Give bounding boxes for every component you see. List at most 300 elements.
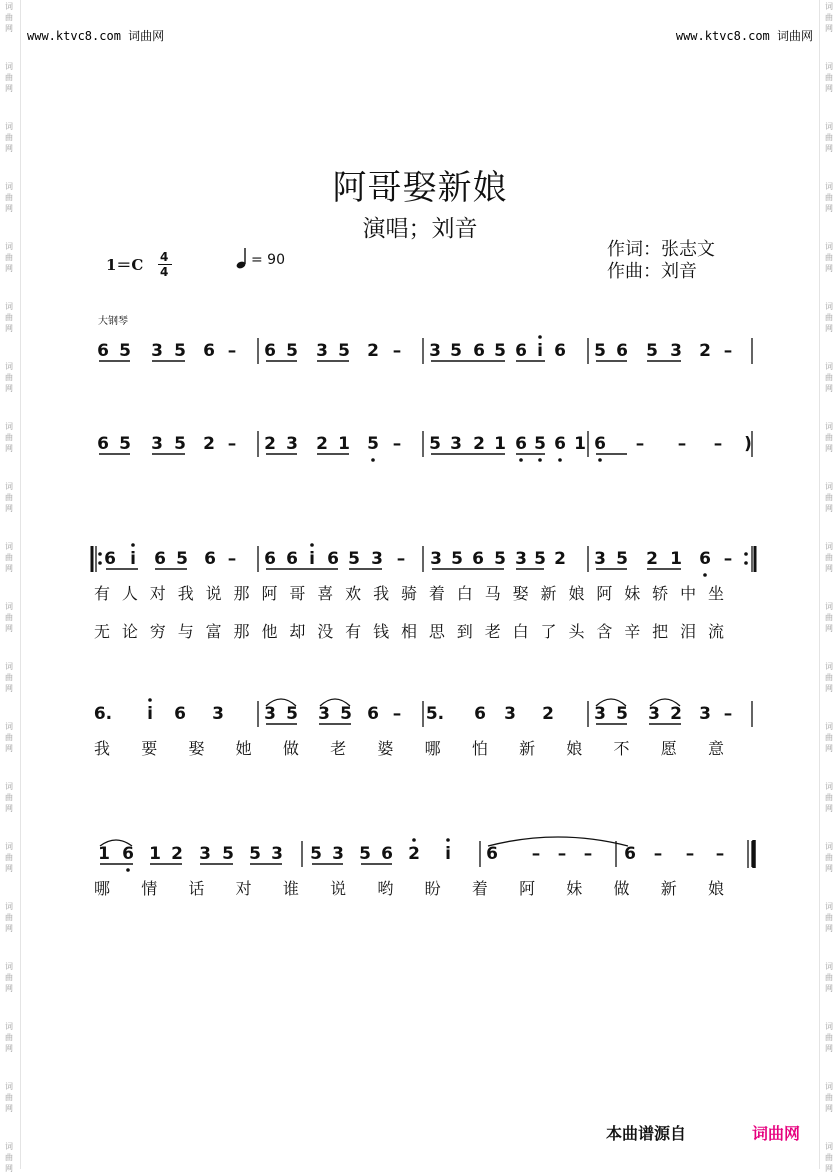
jianpu-note: 5 xyxy=(348,549,360,569)
watermark-glyph: 网 xyxy=(5,744,13,753)
lyric-char: 却 xyxy=(289,622,306,641)
lyric-char: 与 xyxy=(177,622,194,641)
watermark-glyph: 词 xyxy=(5,662,13,671)
watermark-glyph: 词 xyxy=(5,722,13,731)
lyric-char: 新 xyxy=(660,879,677,898)
lyric-char: 对 xyxy=(149,584,166,603)
song-title: 阿哥娶新娘 xyxy=(332,168,508,208)
watermark-glyph: 曲 xyxy=(5,673,13,682)
watermark-glyph: 曲 xyxy=(825,1033,833,1042)
watermark-glyph: 曲 xyxy=(825,193,833,202)
time-signature-bottom: 4 xyxy=(160,265,169,279)
octave-dot-above xyxy=(446,838,450,842)
jianpu-note: 5 xyxy=(616,704,628,724)
header-site-right[interactable]: www.ktvc8.com 词曲网 xyxy=(675,29,813,43)
jianpu-note: 5 xyxy=(534,434,546,454)
watermark-glyph: 网 xyxy=(825,384,833,393)
jianpu-note: 3 xyxy=(515,549,527,569)
watermark-glyph: 词 xyxy=(5,482,13,491)
jianpu-note: 6 xyxy=(264,341,276,361)
jianpu-note: – xyxy=(583,844,593,864)
jianpu-note: 2 xyxy=(171,844,183,864)
octave-dot-below xyxy=(558,458,562,462)
lyric-char: 哪 xyxy=(424,739,441,758)
lyric-char: 有 xyxy=(93,584,111,603)
jianpu-note: 3 xyxy=(318,704,330,724)
watermark-glyph: 曲 xyxy=(5,13,13,22)
watermark-glyph: 网 xyxy=(5,984,13,993)
watermark-glyph: 曲 xyxy=(825,493,833,502)
jianpu-note: 5 xyxy=(340,704,352,724)
lyric-char: 流 xyxy=(707,622,725,641)
watermark-glyph: 网 xyxy=(5,1104,13,1113)
repeat-dot xyxy=(744,552,748,556)
lyric-char: 说 xyxy=(205,584,222,603)
lyric-char: 娶 xyxy=(188,739,205,758)
jianpu-note: 6 xyxy=(699,549,711,569)
watermark-glyph: 词 xyxy=(825,1082,833,1091)
watermark-glyph: 词 xyxy=(825,542,833,551)
lyric-char: 白 xyxy=(456,584,473,603)
watermark-glyph: 词 xyxy=(825,962,833,971)
lyricist-credit: 作词：张志文 xyxy=(607,239,715,260)
watermark-glyph: 词 xyxy=(5,542,13,551)
lyric-char: 泪 xyxy=(680,622,697,641)
lyric-char: 中 xyxy=(680,584,697,603)
watermark-glyph: 网 xyxy=(5,444,13,453)
watermark-glyph: 词 xyxy=(5,242,13,251)
jianpu-note: – xyxy=(557,844,567,864)
watermark-glyph: 网 xyxy=(5,264,13,273)
key-signature: 1＝C xyxy=(106,256,144,274)
jianpu-note: – xyxy=(227,549,237,569)
jianpu-note: – xyxy=(396,549,406,569)
watermark-glyph: 网 xyxy=(5,324,13,333)
lyric-char: 穷 xyxy=(149,622,166,641)
watermark-glyph: 网 xyxy=(5,684,13,693)
jianpu-note: 6 xyxy=(624,844,636,864)
watermark-glyph: 曲 xyxy=(825,553,833,562)
watermark-glyph: 网 xyxy=(825,1044,833,1053)
watermark-glyph: 曲 xyxy=(5,73,13,82)
watermark-glyph: 网 xyxy=(825,744,833,753)
repeat-dot xyxy=(98,552,102,556)
jianpu-note: 6 xyxy=(616,341,628,361)
watermark-glyph: 曲 xyxy=(825,73,833,82)
instrument-label: 大钢琴 xyxy=(98,316,128,327)
watermark-glyph: 词 xyxy=(825,362,833,371)
jianpu-note: 6 xyxy=(97,341,109,361)
lyric-char: 妹 xyxy=(624,584,641,603)
jianpu-note: 5. xyxy=(425,704,445,724)
jianpu-note: 2 xyxy=(554,549,566,569)
octave-dot-above xyxy=(412,838,416,842)
jianpu-note: 1 xyxy=(149,844,161,864)
lyric-char: 盼 xyxy=(424,879,441,898)
jianpu-note: 5 xyxy=(450,341,462,361)
watermark-glyph: 词 xyxy=(825,782,833,791)
jianpu-note: 1 xyxy=(574,434,586,454)
lyric-char: 没 xyxy=(317,622,334,641)
lyric-char: 着 xyxy=(471,879,488,898)
jianpu-note: 5 xyxy=(494,549,506,569)
watermark-glyph: 曲 xyxy=(825,1153,833,1162)
octave-dot-above xyxy=(131,543,135,547)
watermark-glyph: 曲 xyxy=(5,1153,13,1162)
watermark-glyph: 词 xyxy=(825,602,833,611)
lyric-char: 轿 xyxy=(652,584,669,603)
jianpu-note: 3 xyxy=(264,704,276,724)
jianpu-note: 6 xyxy=(472,549,484,569)
lyric-char: 富 xyxy=(205,622,222,641)
jianpu-note: 6 xyxy=(203,341,215,361)
lyric-char: 老 xyxy=(330,739,347,758)
jianpu-note: 2 xyxy=(542,704,554,724)
watermark-glyph: 曲 xyxy=(825,673,833,682)
lyric-char: 娘 xyxy=(707,879,725,898)
watermark-glyph: 网 xyxy=(825,804,833,813)
jianpu-note: 3 xyxy=(450,434,462,454)
jianpu-note: 5 xyxy=(119,434,131,454)
watermark-glyph: 网 xyxy=(5,24,13,33)
jianpu-note: ) xyxy=(744,434,752,454)
watermark-glyph: 曲 xyxy=(5,913,13,922)
watermark-glyph: 曲 xyxy=(5,853,13,862)
watermark-glyph: 词 xyxy=(825,482,833,491)
jianpu-note: 5 xyxy=(286,704,298,724)
jianpu-note: – xyxy=(227,434,237,454)
watermark-glyph: 词 xyxy=(825,422,833,431)
watermark-glyph: 网 xyxy=(825,984,833,993)
watermark-glyph: 网 xyxy=(5,84,13,93)
watermark-glyph: 曲 xyxy=(825,853,833,862)
jianpu-note: 5 xyxy=(646,341,658,361)
watermark-glyph: 曲 xyxy=(5,433,13,442)
watermark-glyph: 词 xyxy=(825,302,833,311)
lyric-char: 钱 xyxy=(373,622,390,641)
jianpu-note: 3 xyxy=(212,704,224,724)
jianpu-note: 1 xyxy=(338,434,350,454)
jianpu-note: 5 xyxy=(494,341,506,361)
jianpu-note: 3 xyxy=(504,704,516,724)
header-site-left[interactable]: www.ktvc8.com 词曲网 xyxy=(27,29,165,43)
watermark-glyph: 曲 xyxy=(825,973,833,982)
composer-credit: 作曲：刘音 xyxy=(607,261,697,282)
watermark-glyph: 网 xyxy=(825,204,833,213)
watermark-glyph: 网 xyxy=(825,24,833,33)
lyric-char: 有 xyxy=(345,622,362,641)
repeat-dot xyxy=(98,561,102,565)
jianpu-note: 5 xyxy=(249,844,261,864)
jianpu-note: 1 xyxy=(670,549,682,569)
jianpu-note: 5 xyxy=(222,844,234,864)
singer-credit: 演唱；刘音 xyxy=(362,216,478,242)
lyric-char: 愿 xyxy=(660,739,677,758)
jianpu-note: 3 xyxy=(151,434,163,454)
jianpu-note: – xyxy=(635,434,645,454)
jianpu-note: 6 xyxy=(204,549,216,569)
lyric-char: 白 xyxy=(512,622,529,641)
jianpu-note: – xyxy=(392,704,402,724)
lyric-char: 做 xyxy=(613,879,630,898)
lyric-char: 阿 xyxy=(596,584,613,603)
lyric-char: 做 xyxy=(282,739,299,758)
lyric-char: 要 xyxy=(141,739,158,758)
watermark-glyph: 词 xyxy=(5,1022,13,1031)
jianpu-note: 6 xyxy=(515,434,527,454)
watermark-glyph: 曲 xyxy=(5,733,13,742)
octave-dot-below xyxy=(126,868,130,872)
octave-dot-above xyxy=(148,698,152,702)
lyric-char: 无 xyxy=(93,622,111,641)
lyric-char: 情 xyxy=(141,879,158,898)
octave-dot-above xyxy=(310,543,314,547)
jianpu-note: i xyxy=(445,844,451,864)
jianpu-note: 6 xyxy=(381,844,393,864)
lyric-char: 把 xyxy=(652,622,669,641)
jianpu-note: 5 xyxy=(367,434,379,454)
lyric-char: 含 xyxy=(596,622,613,641)
watermark-glyph: 曲 xyxy=(5,1093,13,1102)
lyric-char: 谁 xyxy=(282,879,299,898)
jianpu-note: 3 xyxy=(430,549,442,569)
jianpu-note: 6 xyxy=(367,704,379,724)
jianpu-note: i xyxy=(309,549,315,569)
jianpu-note: – xyxy=(677,434,687,454)
jianpu-note: 2 xyxy=(646,549,658,569)
watermark-glyph: 曲 xyxy=(5,973,13,982)
watermark-glyph: 曲 xyxy=(825,433,833,442)
lyric-char: 坐 xyxy=(707,584,725,603)
lyric-char: 阿 xyxy=(261,584,278,603)
watermark-glyph: 曲 xyxy=(825,13,833,22)
watermark-glyph: 曲 xyxy=(5,1033,13,1042)
lyric-char: 相 xyxy=(400,622,418,641)
jianpu-note: 2 xyxy=(264,434,276,454)
lyric-char: 意 xyxy=(707,739,725,758)
octave-dot-below xyxy=(538,458,542,462)
watermark-glyph: 词 xyxy=(5,962,13,971)
jianpu-note: 3 xyxy=(670,341,682,361)
lyric-char: 骑 xyxy=(400,584,418,603)
lyric-char: 欢 xyxy=(345,584,362,603)
jianpu-note: 6 xyxy=(286,549,298,569)
jianpu-note: 6 xyxy=(97,434,109,454)
jianpu-note: 5 xyxy=(359,844,371,864)
lyric-char: 新 xyxy=(540,584,557,603)
jianpu-note: 1 xyxy=(98,844,110,864)
jianpu-note: 2 xyxy=(367,341,379,361)
watermark-glyph: 曲 xyxy=(825,733,833,742)
lyric-char: 辛 xyxy=(624,622,641,641)
watermark-glyph: 曲 xyxy=(5,373,13,382)
jianpu-note: 2 xyxy=(316,434,328,454)
watermark-glyph: 曲 xyxy=(825,793,833,802)
jianpu-note: – xyxy=(713,434,723,454)
watermark-glyph: 词 xyxy=(825,2,833,11)
jianpu-note: 5 xyxy=(176,549,188,569)
watermark-glyph: 网 xyxy=(825,144,833,153)
jianpu-note: 6 xyxy=(154,549,166,569)
jianpu-note: 3 xyxy=(429,341,441,361)
watermark-glyph: 词 xyxy=(825,122,833,131)
lyric-char: 喜 xyxy=(317,584,334,603)
lyric-char: 怕 xyxy=(471,739,488,758)
jianpu-note: 3 xyxy=(286,434,298,454)
lyric-char: 着 xyxy=(428,584,445,603)
octave-dot-below xyxy=(703,573,707,577)
watermark-glyph: 网 xyxy=(825,1164,833,1173)
watermark-glyph: 词 xyxy=(5,422,13,431)
footer-source-label: 本曲谱源自 xyxy=(606,1124,687,1143)
jianpu-note: 3 xyxy=(594,549,606,569)
jianpu-note: 6 xyxy=(327,549,339,569)
jianpu-note: 5 xyxy=(286,341,298,361)
jianpu-note: 6 xyxy=(122,844,134,864)
watermark-glyph: 词 xyxy=(825,1142,833,1151)
watermark-glyph: 网 xyxy=(5,1044,13,1053)
lyric-char: 哟 xyxy=(377,879,394,898)
watermark-glyph: 曲 xyxy=(825,313,833,322)
jianpu-note: 3 xyxy=(594,704,606,724)
octave-dot-below xyxy=(598,458,602,462)
watermark-glyph: 曲 xyxy=(5,133,13,142)
jianpu-note: – xyxy=(685,844,695,864)
jianpu-note: 5 xyxy=(310,844,322,864)
watermark-glyph: 词 xyxy=(825,242,833,251)
watermark-glyph: 曲 xyxy=(5,313,13,322)
jianpu-note: 5 xyxy=(119,341,131,361)
lyric-char: 话 xyxy=(188,879,205,898)
jianpu-note: – xyxy=(653,844,663,864)
watermark-glyph: 词 xyxy=(5,902,13,911)
jianpu-note: – xyxy=(531,844,541,864)
jianpu-note: 5 xyxy=(174,434,186,454)
watermark-glyph: 网 xyxy=(825,864,833,873)
watermark-glyph: 网 xyxy=(5,564,13,573)
time-signature-top: 4 xyxy=(160,250,169,264)
jianpu-note: 5 xyxy=(616,549,628,569)
watermark-glyph: 曲 xyxy=(825,253,833,262)
watermark-glyph: 词 xyxy=(5,2,13,11)
lyric-char: 到 xyxy=(456,622,473,641)
watermark-glyph: 网 xyxy=(5,804,13,813)
jianpu-note: 6 xyxy=(486,844,498,864)
octave-dot-above xyxy=(538,335,542,339)
jianpu-note: 6 xyxy=(174,704,186,724)
watermark-glyph: 网 xyxy=(825,264,833,273)
jianpu-note: 3 xyxy=(332,844,344,864)
jianpu-note: 2 xyxy=(203,434,215,454)
lyric-char: 人 xyxy=(121,584,138,603)
watermark-glyph: 曲 xyxy=(5,253,13,262)
lyric-char: 马 xyxy=(484,584,501,603)
lyric-char: 妹 xyxy=(566,879,583,898)
watermark-glyph: 网 xyxy=(825,624,833,633)
watermark-glyph: 曲 xyxy=(5,553,13,562)
watermark-glyph: 网 xyxy=(825,564,833,573)
watermark-glyph: 网 xyxy=(5,1164,13,1173)
watermark-glyph: 词 xyxy=(825,662,833,671)
watermark-glyph: 网 xyxy=(5,504,13,513)
jianpu-note: 5 xyxy=(594,341,606,361)
footer-brand-link[interactable]: 词曲网 xyxy=(752,1124,801,1143)
repeat-dot xyxy=(744,561,748,565)
jianpu-note: 6 xyxy=(515,341,527,361)
watermark-glyph: 词 xyxy=(5,782,13,791)
jianpu-note: 6 xyxy=(554,341,566,361)
jianpu-note: 5 xyxy=(174,341,186,361)
watermark-glyph: 词 xyxy=(825,842,833,851)
octave-dot-below xyxy=(371,458,375,462)
watermark-glyph: 网 xyxy=(825,444,833,453)
watermark-glyph: 网 xyxy=(825,84,833,93)
lyric-char: 娘 xyxy=(568,584,585,603)
lyric-char: 哥 xyxy=(289,584,306,603)
watermark-glyph: 曲 xyxy=(5,613,13,622)
watermark-glyph: 网 xyxy=(825,684,833,693)
watermark-glyph: 网 xyxy=(825,504,833,513)
lyric-char: 新 xyxy=(519,739,536,758)
lyric-char: 我 xyxy=(93,739,111,758)
lyric-char: 娘 xyxy=(566,739,583,758)
watermark-glyph: 曲 xyxy=(5,193,13,202)
watermark-glyph: 词 xyxy=(5,1142,13,1151)
lyric-char: 说 xyxy=(330,879,347,898)
watermark-glyph: 网 xyxy=(825,1104,833,1113)
jianpu-note: 2 xyxy=(408,844,420,864)
watermark-glyph: 曲 xyxy=(825,1093,833,1102)
watermark-glyph: 曲 xyxy=(825,373,833,382)
jianpu-note: 3 xyxy=(648,704,660,724)
watermark-glyph: 词 xyxy=(5,1082,13,1091)
watermark-glyph: 词 xyxy=(5,122,13,131)
jianpu-note: 5 xyxy=(338,341,350,361)
lyric-char: 头 xyxy=(568,622,585,641)
jianpu-note: i xyxy=(537,341,543,361)
watermark-glyph: 词 xyxy=(5,362,13,371)
jianpu-note: – xyxy=(723,549,733,569)
lyric-char: 我 xyxy=(373,584,390,603)
jianpu-note: 6 xyxy=(473,341,485,361)
watermark-glyph: 网 xyxy=(5,384,13,393)
jianpu-note: 5 xyxy=(429,434,441,454)
watermark-glyph: 网 xyxy=(825,324,833,333)
lyric-char: 我 xyxy=(177,584,194,603)
jianpu-note: 1 xyxy=(494,434,506,454)
tempo-marking: = 90 xyxy=(251,252,285,268)
watermark-glyph: 词 xyxy=(5,182,13,191)
lyric-char: 婆 xyxy=(377,739,394,758)
watermark-glyph: 词 xyxy=(5,842,13,851)
watermark-glyph: 词 xyxy=(825,62,833,71)
jianpu-note: 3 xyxy=(371,549,383,569)
lyric-char: 阿 xyxy=(519,879,536,898)
watermark-glyph: 词 xyxy=(825,182,833,191)
jianpu-note: 6 xyxy=(474,704,486,724)
lyric-char: 娶 xyxy=(512,584,529,603)
watermark-glyph: 曲 xyxy=(5,793,13,802)
jianpu-note: 6 xyxy=(104,549,116,569)
watermark-glyph: 网 xyxy=(5,924,13,933)
watermark-glyph: 词 xyxy=(5,302,13,311)
jianpu-note: 2 xyxy=(473,434,485,454)
jianpu-note: 6 xyxy=(264,549,276,569)
jianpu-note: 2 xyxy=(699,341,711,361)
watermark-glyph: 网 xyxy=(825,924,833,933)
jianpu-note: 5 xyxy=(534,549,546,569)
jianpu-note: i xyxy=(130,549,136,569)
